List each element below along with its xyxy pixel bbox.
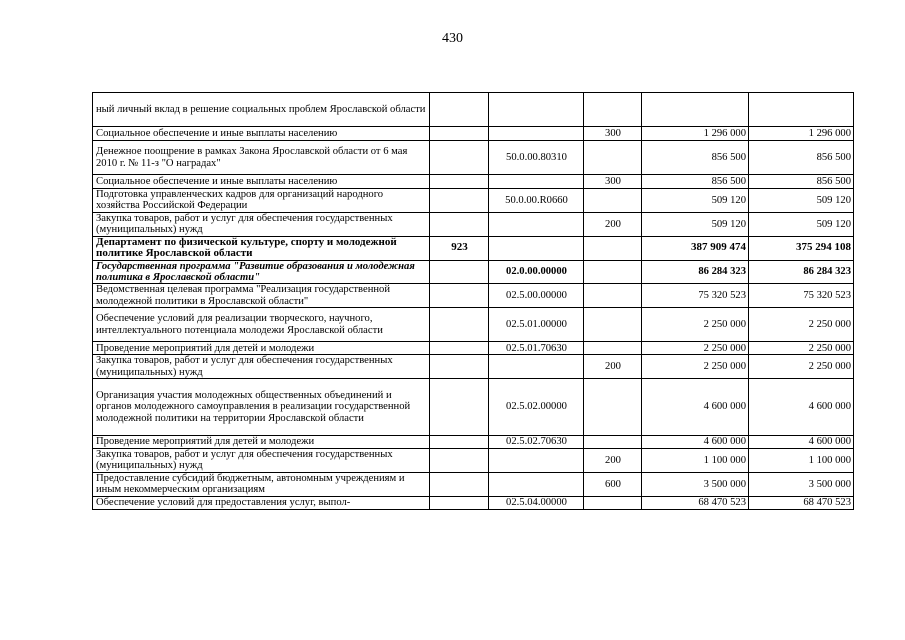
row-sum-2020-cell: 86 284 323 <box>749 260 854 284</box>
row-sum-2020-cell: 4 600 000 <box>749 436 854 449</box>
row-sum-2020-cell: 509 120 <box>749 189 854 213</box>
budget-table-body <box>93 93 854 510</box>
table-row <box>93 472 854 496</box>
row-sum-2019-cell: 86 284 323 <box>642 260 749 284</box>
row-sum-2020-cell: 4 600 000 <box>749 379 854 436</box>
row-ministry-cell: 923 <box>430 236 489 260</box>
table-row <box>93 379 854 436</box>
row-ministry-cell <box>430 449 489 473</box>
row-sum-2019-cell: 509 120 <box>642 212 749 236</box>
row-sum-2020-cell: 375 294 108 <box>749 236 854 260</box>
row-sum-2020-cell: 1 100 000 <box>749 449 854 473</box>
table-row <box>93 355 854 379</box>
row-name-cell: Департамент по физической культуре, спорту и молодежной политике Ярославской области <box>93 236 430 260</box>
row-name-cell: Закупка товаров, работ и услуг для обеспечения государственных (муниципальных) нужд <box>93 355 430 379</box>
table-row <box>93 175 854 189</box>
table-row <box>93 260 854 284</box>
row-type-cell <box>584 236 642 260</box>
row-code-cell <box>489 449 584 473</box>
row-sum-2019-cell: 2 250 000 <box>642 308 749 342</box>
row-ministry-cell <box>430 189 489 213</box>
row-ministry-cell <box>430 496 489 509</box>
row-name-cell: Закупка товаров, работ и услуг для обеспечения государственных (муниципальных) нужд <box>93 212 430 236</box>
table-row <box>93 189 854 213</box>
row-code-cell: 02.5.04.00000 <box>489 496 584 509</box>
row-type-cell: 200 <box>584 449 642 473</box>
row-type-cell: 300 <box>584 127 642 141</box>
row-name-cell: Закупка товаров, работ и услуг для обеспечения государственных (муниципальных) нужд <box>93 449 430 473</box>
row-type-cell: 200 <box>584 212 642 236</box>
row-sum-2020-cell: 68 470 523 <box>749 496 854 509</box>
row-code-cell: 50.0.00.80310 <box>489 141 584 175</box>
row-ministry-cell <box>430 212 489 236</box>
row-ministry-cell <box>430 93 489 127</box>
row-sum-2019-cell: 68 470 523 <box>642 496 749 509</box>
row-code-cell: 02.5.00.00000 <box>489 284 584 308</box>
table-row <box>93 449 854 473</box>
row-name-cell: Социальное обеспечение и иные выплаты населению <box>93 127 430 141</box>
row-type-cell <box>584 308 642 342</box>
row-sum-2020-cell: 2 250 000 <box>749 355 854 379</box>
row-code-cell: 02.5.02.00000 <box>489 379 584 436</box>
table-row <box>93 212 854 236</box>
row-sum-2020-cell <box>749 93 854 127</box>
row-ministry-cell <box>430 127 489 141</box>
row-sum-2019-cell: 3 500 000 <box>642 472 749 496</box>
row-type-cell: 600 <box>584 472 642 496</box>
table-row <box>93 496 854 509</box>
row-type-cell <box>584 189 642 213</box>
row-name-cell: Проведение мероприятий для детей и молодежи <box>93 436 430 449</box>
row-sum-2019-cell: 4 600 000 <box>642 379 749 436</box>
row-sum-2019-cell: 856 500 <box>642 141 749 175</box>
row-sum-2020-cell: 856 500 <box>749 141 854 175</box>
row-type-cell <box>584 436 642 449</box>
row-type-cell <box>584 141 642 175</box>
row-code-cell: 50.0.00.R0660 <box>489 189 584 213</box>
row-sum-2019-cell: 2 250 000 <box>642 355 749 379</box>
row-name-cell: Государственная программа "Развитие образования и молодежная политика в Ярославской области" <box>93 260 430 284</box>
row-type-cell <box>584 342 642 355</box>
row-name-cell: Проведение мероприятий для детей и молодежи <box>93 342 430 355</box>
row-ministry-cell <box>430 379 489 436</box>
row-code-cell <box>489 236 584 260</box>
row-sum-2020-cell: 75 320 523 <box>749 284 854 308</box>
table-row <box>93 93 854 127</box>
row-name-cell: Денежное поощрение в рамках Закона Ярославской области от 6 мая 2010 г. № 11-з "О наградах" <box>93 141 430 175</box>
row-code-cell <box>489 472 584 496</box>
row-code-cell: 02.0.00.00000 <box>489 260 584 284</box>
row-sum-2019-cell: 856 500 <box>642 175 749 189</box>
row-code-cell <box>489 212 584 236</box>
row-type-cell <box>584 93 642 127</box>
row-type-cell <box>584 260 642 284</box>
row-type-cell <box>584 379 642 436</box>
row-code-cell: 02.5.01.70630 <box>489 342 584 355</box>
row-sum-2019-cell: 1 296 000 <box>642 127 749 141</box>
row-name-cell: Обеспечение условий для реализации творческого, научного, интеллектуального потенциала молодежи Ярославской области <box>93 308 430 342</box>
row-name-cell: Обеспечение условий для предоставления услуг, выпол- <box>93 496 430 509</box>
row-code-cell <box>489 355 584 379</box>
row-sum-2020-cell: 2 250 000 <box>749 308 854 342</box>
row-sum-2019-cell: 75 320 523 <box>642 284 749 308</box>
row-ministry-cell <box>430 175 489 189</box>
row-ministry-cell <box>430 436 489 449</box>
row-sum-2019-cell: 2 250 000 <box>642 342 749 355</box>
row-sum-2020-cell: 2 250 000 <box>749 342 854 355</box>
row-name-cell: Организация участия молодежных общественных объединений и органов молодежного самоуправления в реализации государственной молодежной политики на территории Ярославской области <box>93 379 430 436</box>
row-code-cell <box>489 93 584 127</box>
row-name-cell: Предоставление субсидий бюджетным, автономным учреждениям и иным некоммерческим организациям <box>93 472 430 496</box>
row-code-cell: 02.5.02.70630 <box>489 436 584 449</box>
row-name-cell: ный личный вклад в решение социальных проблем Ярославской области <box>93 93 430 127</box>
row-type-cell: 200 <box>584 355 642 379</box>
row-ministry-cell <box>430 141 489 175</box>
table-row <box>93 284 854 308</box>
row-sum-2020-cell: 509 120 <box>749 212 854 236</box>
row-ministry-cell <box>430 260 489 284</box>
row-code-cell <box>489 175 584 189</box>
row-type-cell: 300 <box>584 175 642 189</box>
row-name-cell: Ведомственная целевая программа "Реализация государственной молодежной политики в Ярославской области" <box>93 284 430 308</box>
table-row <box>93 236 854 260</box>
budget-table <box>92 92 854 510</box>
row-sum-2020-cell: 1 296 000 <box>749 127 854 141</box>
row-sum-2019-cell: 509 120 <box>642 189 749 213</box>
table-row <box>93 308 854 342</box>
row-name-cell: Подготовка управленческих кадров для организаций народного хозяйства Российской Федерации <box>93 189 430 213</box>
row-ministry-cell <box>430 308 489 342</box>
row-sum-2019-cell <box>642 93 749 127</box>
table-row <box>93 141 854 175</box>
row-ministry-cell <box>430 472 489 496</box>
row-ministry-cell <box>430 284 489 308</box>
row-sum-2020-cell: 3 500 000 <box>749 472 854 496</box>
row-sum-2019-cell: 387 909 474 <box>642 236 749 260</box>
row-name-cell: Социальное обеспечение и иные выплаты населению <box>93 175 430 189</box>
row-sum-2019-cell: 1 100 000 <box>642 449 749 473</box>
row-code-cell: 02.5.01.00000 <box>489 308 584 342</box>
row-type-cell <box>584 496 642 509</box>
table-row <box>93 342 854 355</box>
row-ministry-cell <box>430 355 489 379</box>
row-code-cell <box>489 127 584 141</box>
row-sum-2020-cell: 856 500 <box>749 175 854 189</box>
row-sum-2019-cell: 4 600 000 <box>642 436 749 449</box>
page-number: 430 <box>442 31 463 46</box>
table-row <box>93 436 854 449</box>
row-ministry-cell <box>430 342 489 355</box>
table-row <box>93 127 854 141</box>
row-type-cell <box>584 284 642 308</box>
